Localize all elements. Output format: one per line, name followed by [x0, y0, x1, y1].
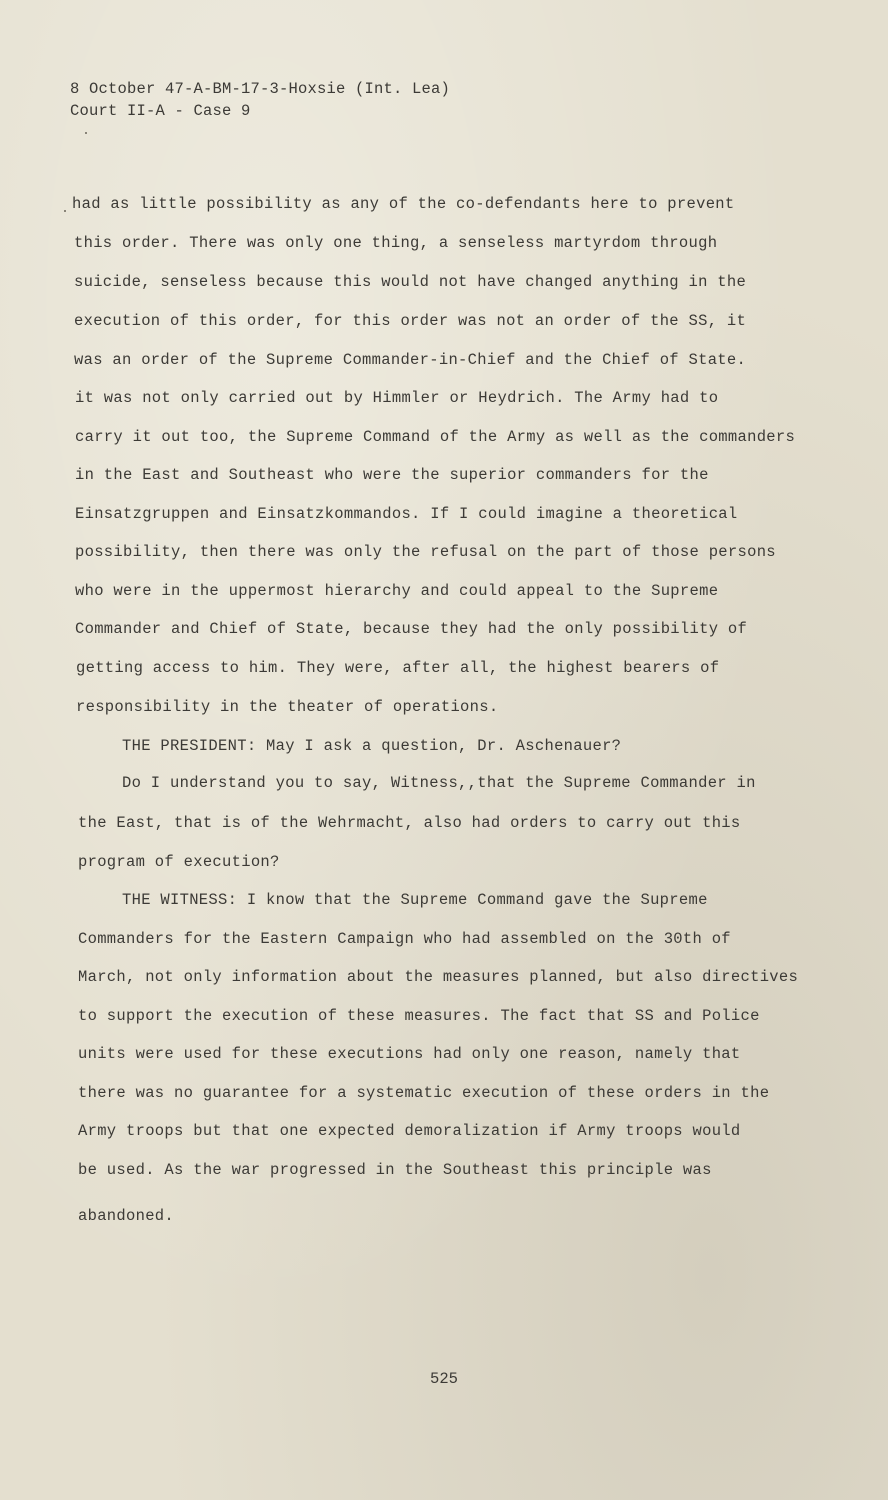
- body-line: there was no guarantee for a systematic execution of these orders in the: [78, 1084, 770, 1102]
- body-line: carry it out too, the Supreme Command of the Army as well as the commanders: [75, 428, 796, 446]
- body-line: units were used for these executions had only one reason, namely that: [78, 1045, 741, 1063]
- header-line-date-reference: 8 October 47-A-BM-17-3-Hoxsie (Int. Lea): [70, 80, 451, 98]
- body-line: this order. There was only one thing, a senseless martyrdom through: [74, 234, 718, 252]
- body-line: March, not only information about the measures planned, but also directives: [78, 968, 799, 986]
- body-line: program of execution?: [78, 853, 280, 871]
- body-line: be used. As the war progressed in the Southeast this principle was: [78, 1161, 712, 1179]
- margin-mark: [85, 132, 87, 134]
- body-line: to support the execution of these measures. The fact that SS and Police: [78, 1007, 760, 1025]
- margin-mark: [64, 210, 66, 212]
- body-line: possibility, then there was only the refusal on the part of those persons: [75, 543, 776, 561]
- page-number: 525: [430, 1370, 458, 1388]
- body-line: abandoned.: [78, 1207, 175, 1225]
- body-line: Do I understand you to say, Witness,,that the Supreme Commander in: [122, 774, 756, 792]
- body-line: Army troops but that one expected demoralization if Army troops would: [78, 1122, 741, 1140]
- body-line: Commanders for the Eastern Campaign who had assembled on the 30th of: [78, 930, 731, 948]
- body-line: had as little possibility as any of the co-defendants here to prevent: [72, 195, 735, 213]
- speaker-line-witness: THE WITNESS: I know that the Supreme Command gave the Supreme: [122, 891, 708, 909]
- body-line: suicide, senseless because this would not have changed anything in the: [74, 273, 747, 291]
- body-line: in the East and Southeast who were the superior commanders for the: [75, 466, 709, 484]
- body-line: was an order of the Supreme Commander-in-Chief and the Chief of State.: [74, 351, 747, 369]
- body-line: execution of this order, for this order was not an order of the SS, it: [74, 312, 747, 330]
- document-header: [70, 78, 450, 122]
- body-line: responsibility in the theater of operations.: [76, 698, 499, 716]
- body-line: Einsatzgruppen and Einsatzkommandos. If I could imagine a theoretical: [75, 505, 738, 523]
- body-line: getting access to him. They were, after all, the highest bearers of: [76, 659, 720, 677]
- body-line: the East, that is of the Wehrmacht, also had orders to carry out this: [78, 814, 741, 832]
- body-line: Commander and Chief of State, because they had the only possibility of: [75, 620, 748, 638]
- speaker-line-president: THE PRESIDENT: May I ask a question, Dr. Aschenauer?: [122, 737, 622, 755]
- body-line: who were in the uppermost hierarchy and could appeal to the Supreme: [75, 582, 719, 600]
- body-line: it was not only carried out by Himmler or Heydrich. The Army had to: [75, 389, 719, 407]
- header-line-court-case: Court II-A - Case 9: [70, 102, 251, 120]
